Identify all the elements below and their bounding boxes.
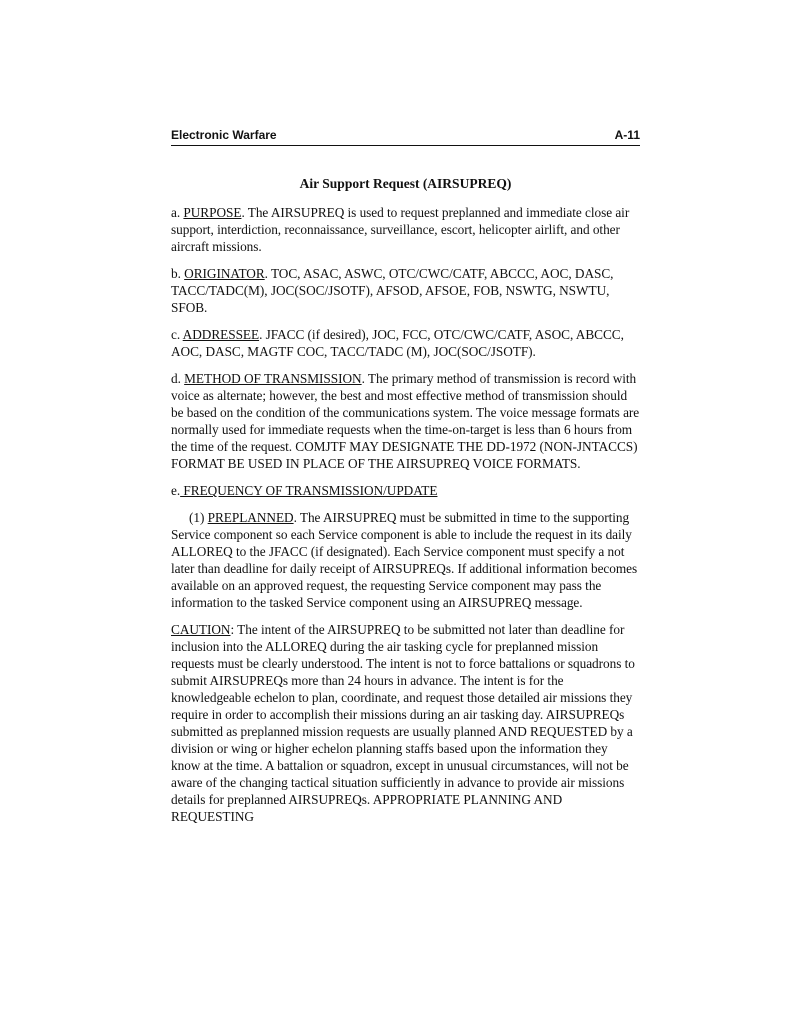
purpose-prefix: a. bbox=[171, 205, 184, 220]
preplanned-heading: PREPLANNED bbox=[207, 510, 294, 525]
header-section-title: Electronic Warfare bbox=[171, 128, 277, 142]
paragraph-purpose bbox=[171, 204, 640, 255]
page-body bbox=[171, 175, 640, 835]
paragraph-method bbox=[171, 370, 640, 472]
method-prefix: d. bbox=[171, 371, 185, 386]
paragraph-frequency bbox=[171, 482, 640, 499]
purpose-text: . The AIRSUPREQ is used to request preplanned and immediate close air support, interdiction, reconnaissance, surveillance, escort, helicopter airlift, and other aircraft missions. bbox=[171, 205, 630, 254]
method-text: . The primary method of transmission is record with voice as alternate; however, the best and most effective method of transmission should be based on the condition of the communications system. The voice message formats are normally used for immediate requests when the time-on-target is less than 6 hours from the time of the request. COMJTF MAY DESIGNATE THE DD-1972 (NON-JNTACCS) FORMAT BE USED IN PLACE OF THE AIRSUPREQ VOICE FORMATS. bbox=[171, 371, 640, 471]
caution-heading: CAUTION bbox=[171, 622, 231, 637]
header-divider bbox=[171, 145, 640, 146]
running-header bbox=[171, 127, 640, 144]
preplanned-text: . The AIRSUPREQ must be submitted in time to the supporting Service component so each Service component is able to include the request in its daily ALLOREQ to the JFACC (if designated). Each Service component must specify a not later than deadline for daily receipt of AIRSUPREQs. If additional information becomes available on an approved request, the requesting Service component may pass the information to the tasked Service component using an AIRSUPREQ message. bbox=[171, 510, 638, 610]
addressee-text: . JFACC (if desired), JOC, FCC, OTC/CWC/CATF, ASOC, ABCCC, AOC, DASC, MAGTF COC, TACC/TADC (M), JOC(SOC/JSOTF). bbox=[171, 327, 624, 359]
method-heading: METHOD OF TRANSMISSION bbox=[184, 371, 362, 386]
caution-text: : The intent of the AIRSUPREQ to be submitted not later than deadline for inclusion into the ALLOREQ during the air tasking cycle for preplanned mission requests must be clearly understood. The intent is not to force battalions or squadrons to submit AIRSUPREQs more than 24 hours in advance. The intent is for the knowledgeable echelon to plan, coordinate, and request those detailed air missions they require in order to accomplish their missions during an air tasking day. AIRSUPREQs submitted as preplanned mission requests are usually planned AND REQUESTED by a division or wing or higher echelon planning staffs based upon the information they know at the time. A battalion or squadron, except in unusual circumstances, will not be aware of the changing tactical situation sufficiently in advance to provide air missions details for preplanned AIRSUPREQs. APPROPRIATE PLANNING AND REQUESTING bbox=[171, 622, 635, 824]
page-title: Air Support Request (AIRSUPREQ) bbox=[299, 176, 512, 191]
originator-text: . TOC, ASAC, ASWC, OTC/CWC/CATF, ABCCC, AOC, DASC, TACC/TADC(M), JOC(SOC/JSOTF), AFSOD, AFSOE, FOB, NSWTG, NSWTU, SFOB. bbox=[171, 266, 614, 315]
originator-prefix: b. bbox=[171, 266, 185, 281]
addressee-heading: ADDRESSEE bbox=[182, 327, 260, 342]
addressee-prefix: c. bbox=[171, 327, 183, 342]
purpose-heading: PURPOSE bbox=[183, 205, 242, 220]
paragraph-preplanned bbox=[171, 509, 640, 611]
frequency-heading: FREQUENCY OF TRANSMISSION/UPDATE bbox=[180, 483, 438, 498]
preplanned-prefix: (1) bbox=[189, 510, 208, 525]
paragraph-addressee bbox=[171, 326, 640, 360]
header-page-number: A-11 bbox=[614, 128, 640, 142]
paragraph-caution bbox=[171, 621, 640, 825]
originator-heading: ORIGINATOR bbox=[184, 266, 265, 281]
frequency-prefix: e. bbox=[171, 483, 181, 498]
paragraph-originator bbox=[171, 265, 640, 316]
